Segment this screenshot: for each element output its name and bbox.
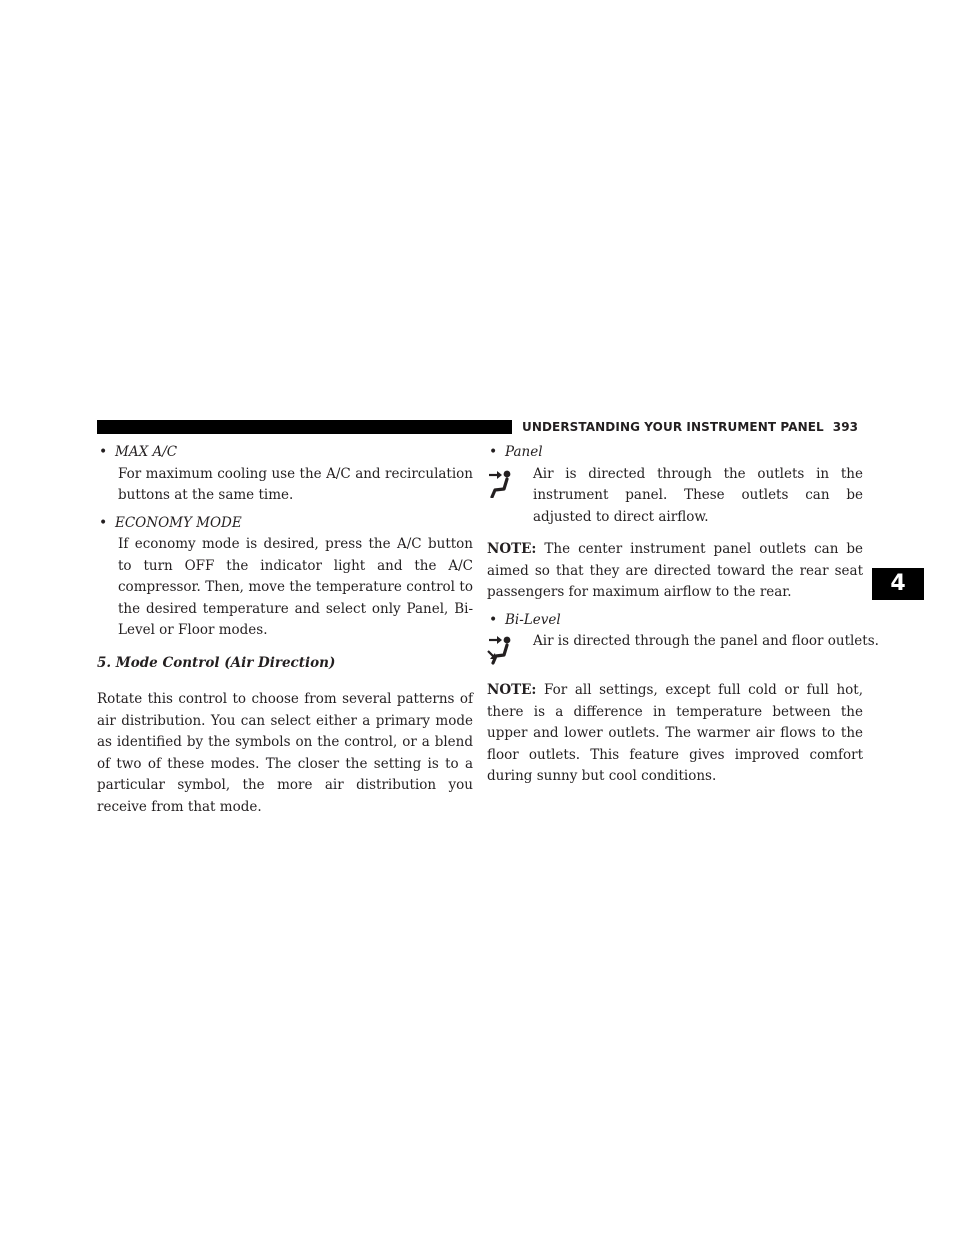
panel-mode-item xyxy=(487,442,863,528)
bullet: • xyxy=(99,514,108,531)
mode-control-description: Rotate this control to choose from several patterns of air distribution. You can select either a primary mode as identified by the symbols on the control, or a blend of two of these modes. The closer the setting is to a particular symbol, the more air distribution you receive from that mode. xyxy=(97,691,473,815)
economy-mode-description: If economy mode is desired, press the A/C button to turn OFF the indicator light and the A/C compressor. Then, move the temperature control to the desired temperature and select only Panel, Bi-Level or Floor modes. xyxy=(118,536,473,638)
bilevel-mode-label: Bi-Level xyxy=(505,611,561,628)
note-temperature-text: For all settings, except full cold or full hot, there is a difference in temperature between the upper and lower outlets. The warmer air flows to the floor outlets. This feature gives improved comfort during sunny but cool conditions. xyxy=(487,682,863,784)
max-ac-label: MAX A/C xyxy=(115,444,178,460)
panel-mode-description: Air is directed through the outlets in the instrument panel. These outlets can be adjusted to direct airflow. xyxy=(533,465,863,525)
bilevel-mode-item xyxy=(487,610,879,666)
left-column xyxy=(97,442,473,818)
economy-mode-item xyxy=(97,513,473,642)
chapter-tab: 4 xyxy=(872,568,924,600)
bilevel-mode-description: Air is directed through the panel and floor outlets. xyxy=(533,633,879,649)
max-ac-description: For maximum cooling use the A/C and recirculation buttons at the same time. xyxy=(118,465,473,503)
max-ac-item xyxy=(97,442,473,507)
bullet: • xyxy=(489,444,498,460)
running-header xyxy=(522,419,858,435)
panel-mode-label: Panel xyxy=(505,444,543,460)
page-number: 393 xyxy=(832,420,859,434)
right-column xyxy=(487,442,879,788)
note-temperature xyxy=(487,680,863,788)
note-label: NOTE: xyxy=(487,682,537,698)
economy-mode-label: ECONOMY MODE xyxy=(115,514,242,531)
bullet: • xyxy=(489,611,498,628)
note-outlets-text: The center instrument panel outlets can be aimed so that they are directed toward the rear seat passengers for maximum airflow to the rear. xyxy=(487,541,863,600)
panel-mode-icon xyxy=(487,464,533,498)
section-title: UNDERSTANDING YOUR INSTRUMENT PANEL xyxy=(522,420,824,434)
header-rule xyxy=(97,420,512,434)
note-label: NOTE: xyxy=(487,541,537,557)
note-outlets xyxy=(487,539,863,604)
bullet: • xyxy=(99,444,108,460)
bilevel-mode-icon xyxy=(487,631,533,665)
mode-control-heading: 5. Mode Control (Air Direction) xyxy=(97,654,336,671)
